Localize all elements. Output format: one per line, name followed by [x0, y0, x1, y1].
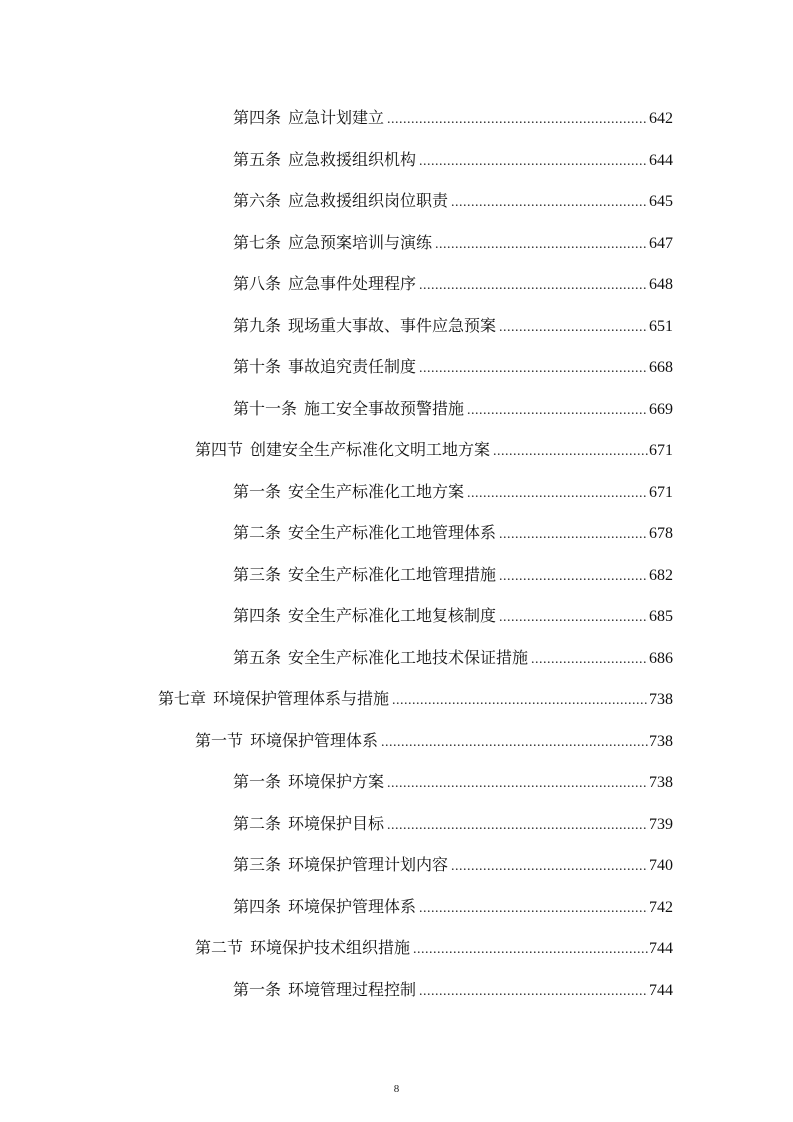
toc-entry-page: 647 [649, 234, 673, 252]
toc-entry-page: 651 [649, 317, 673, 335]
toc-entry-line [233, 894, 673, 917]
toc-entry-line [233, 603, 673, 626]
toc-entry-line [233, 230, 673, 253]
toc-entry-line [233, 479, 673, 502]
toc-entry-number: 第八条 [233, 276, 282, 294]
toc-entry-title: 环境保护管理体系 [288, 896, 417, 916]
toc-entry-line [158, 686, 673, 709]
toc-entry-page: 668 [649, 359, 673, 377]
toc-entry-line [233, 105, 673, 128]
toc-entry[interactable] [0, 179, 793, 221]
toc-entry-title: 应急计划建立 [288, 108, 385, 128]
dot-leader [467, 403, 648, 419]
toc-entry-line [233, 852, 673, 875]
toc-entry[interactable] [0, 428, 793, 470]
toc-entry-title: 环境管理过程控制 [288, 979, 417, 999]
toc-entry-title: 环境保护管理体系与措施 [213, 689, 390, 709]
toc-entry-title: 环境保护管理计划内容 [288, 855, 449, 875]
toc-entry-line [233, 396, 673, 419]
toc-entry-line [195, 728, 673, 751]
dot-leader [387, 818, 648, 834]
dot-leader [419, 154, 648, 170]
toc-entry-title: 应急预案培训与演练 [288, 232, 433, 252]
toc-entry[interactable] [0, 636, 793, 678]
dot-leader [435, 237, 648, 253]
toc-entry[interactable] [0, 594, 793, 636]
toc-entry[interactable] [0, 470, 793, 512]
toc-entry-page: 738 [649, 774, 673, 792]
toc-entry[interactable] [0, 968, 793, 1010]
toc-entry[interactable] [0, 511, 793, 553]
toc-entry[interactable] [0, 387, 793, 429]
toc-entry[interactable] [0, 719, 793, 761]
toc-entry[interactable] [0, 221, 793, 263]
toc-entry-title: 现场重大事故、事件应急预案 [288, 315, 497, 335]
toc-entry-number: 第一条 [233, 981, 282, 999]
toc-entry-page: 740 [649, 857, 673, 875]
dot-leader [419, 901, 648, 917]
toc-entry-title: 环境保护方案 [288, 772, 385, 792]
toc-entry-page: 742 [649, 898, 673, 916]
dot-leader [499, 569, 648, 585]
toc-entry-number: 第二条 [233, 525, 282, 543]
toc-entry-number: 第一节 [195, 732, 244, 750]
toc-entry[interactable] [0, 843, 793, 885]
toc-entry-number: 第四条 [233, 608, 282, 626]
toc-entry-page: 744 [649, 940, 673, 958]
toc-entry-title: 应急救援组织机构 [288, 149, 417, 169]
toc-entry-line [233, 313, 673, 336]
toc-entry[interactable] [0, 345, 793, 387]
dot-leader [419, 984, 648, 1000]
toc-entry-line [233, 354, 673, 377]
toc-entry-number: 第六条 [233, 193, 282, 211]
dot-leader [381, 735, 648, 751]
toc-entry-page: 738 [649, 732, 673, 750]
toc-entry[interactable] [0, 885, 793, 927]
toc-entry-title: 环境保护目标 [288, 813, 385, 833]
toc-entry-page: 685 [649, 608, 673, 626]
toc-entry-line [233, 520, 673, 543]
toc-entry-number: 第十一条 [233, 400, 298, 418]
toc-entry-page: 642 [649, 110, 673, 128]
toc-entry[interactable] [0, 760, 793, 802]
toc-entry-number: 第一条 [233, 774, 282, 792]
toc-entry-page: 686 [649, 649, 673, 667]
toc-entry-number: 第五条 [233, 151, 282, 169]
toc-entry-line [233, 769, 673, 792]
toc-entry-line [195, 437, 673, 460]
toc-entry-number: 第十条 [233, 359, 282, 377]
toc-entry-page: 648 [649, 276, 673, 294]
toc-entry-page: 669 [649, 400, 673, 418]
toc-entry[interactable] [0, 802, 793, 844]
dot-leader [387, 776, 648, 792]
toc-entry-number: 第七条 [233, 234, 282, 252]
toc-entry-line [233, 645, 673, 668]
toc-entry[interactable] [0, 262, 793, 304]
toc-entry-line [233, 271, 673, 294]
toc-entry-page: 645 [649, 193, 673, 211]
toc-entry-title: 安全生产标准化工地技术保证措施 [288, 647, 529, 667]
toc-entry-number: 第九条 [233, 317, 282, 335]
dot-leader [467, 486, 648, 502]
dot-leader [499, 320, 648, 336]
dot-leader [451, 859, 648, 875]
dot-leader [499, 610, 648, 626]
toc-entry-title: 应急救援组织岗位职责 [288, 191, 449, 211]
toc-entry-page: 671 [649, 442, 673, 460]
dot-leader [499, 527, 648, 543]
toc-entry-number: 第二节 [195, 940, 244, 958]
toc-entry-page: 644 [649, 151, 673, 169]
dot-leader [451, 195, 648, 211]
toc-entry-title: 安全生产标准化工地管理措施 [288, 564, 497, 584]
toc-entry-number: 第二条 [233, 815, 282, 833]
toc-entry-title: 安全生产标准化工地管理体系 [288, 523, 497, 543]
toc-entry-title: 环境保护技术组织措施 [250, 938, 411, 958]
toc-entry-page: 678 [649, 525, 673, 543]
toc-entry-line [195, 935, 673, 958]
toc-entry-page: 744 [649, 981, 673, 999]
toc-entry-title: 安全生产标准化工地复核制度 [288, 606, 497, 626]
dot-leader [531, 652, 648, 668]
toc-entry[interactable] [0, 677, 793, 719]
toc-entry-title: 施工安全事故预警措施 [304, 398, 465, 418]
toc-entry-number: 第四条 [233, 898, 282, 916]
toc-entry-title: 环境保护管理体系 [250, 730, 379, 750]
dot-leader [413, 942, 648, 958]
toc-entry[interactable] [0, 138, 793, 180]
toc-entry[interactable] [0, 926, 793, 968]
toc-entry-number: 第七章 [158, 691, 207, 709]
table-of-contents [0, 96, 793, 1009]
toc-entry-page: 739 [649, 815, 673, 833]
toc-entry-number: 第四条 [233, 110, 282, 128]
toc-entry-title: 安全生产标准化工地方案 [288, 481, 465, 501]
toc-entry-line [233, 147, 673, 170]
dot-leader [419, 361, 648, 377]
toc-entry-title: 事故追究责任制度 [288, 357, 417, 377]
toc-entry-number: 第四节 [195, 442, 244, 460]
toc-entry[interactable] [0, 96, 793, 138]
toc-entry[interactable] [0, 553, 793, 595]
page-number: 8 [393, 1083, 400, 1095]
toc-entry-title: 创建安全生产标准化文明工地方案 [250, 440, 491, 460]
toc-entry-line [233, 562, 673, 585]
toc-entry-page: 671 [649, 483, 673, 501]
toc-entry-title: 应急事件处理程序 [288, 274, 417, 294]
toc-entry-line [233, 977, 673, 1000]
toc-entry-page: 738 [649, 691, 673, 709]
dot-leader [419, 278, 648, 294]
toc-entry-line [233, 811, 673, 834]
dot-leader [387, 112, 648, 128]
toc-entry-number: 第三条 [233, 566, 282, 584]
toc-entry-number: 第三条 [233, 857, 282, 875]
dot-leader [392, 693, 648, 709]
toc-entry-page: 682 [649, 566, 673, 584]
dot-leader [493, 444, 648, 460]
toc-entry-line [233, 188, 673, 211]
toc-entry-number: 第一条 [233, 483, 282, 501]
toc-entry-number: 第五条 [233, 649, 282, 667]
toc-entry[interactable] [0, 304, 793, 346]
